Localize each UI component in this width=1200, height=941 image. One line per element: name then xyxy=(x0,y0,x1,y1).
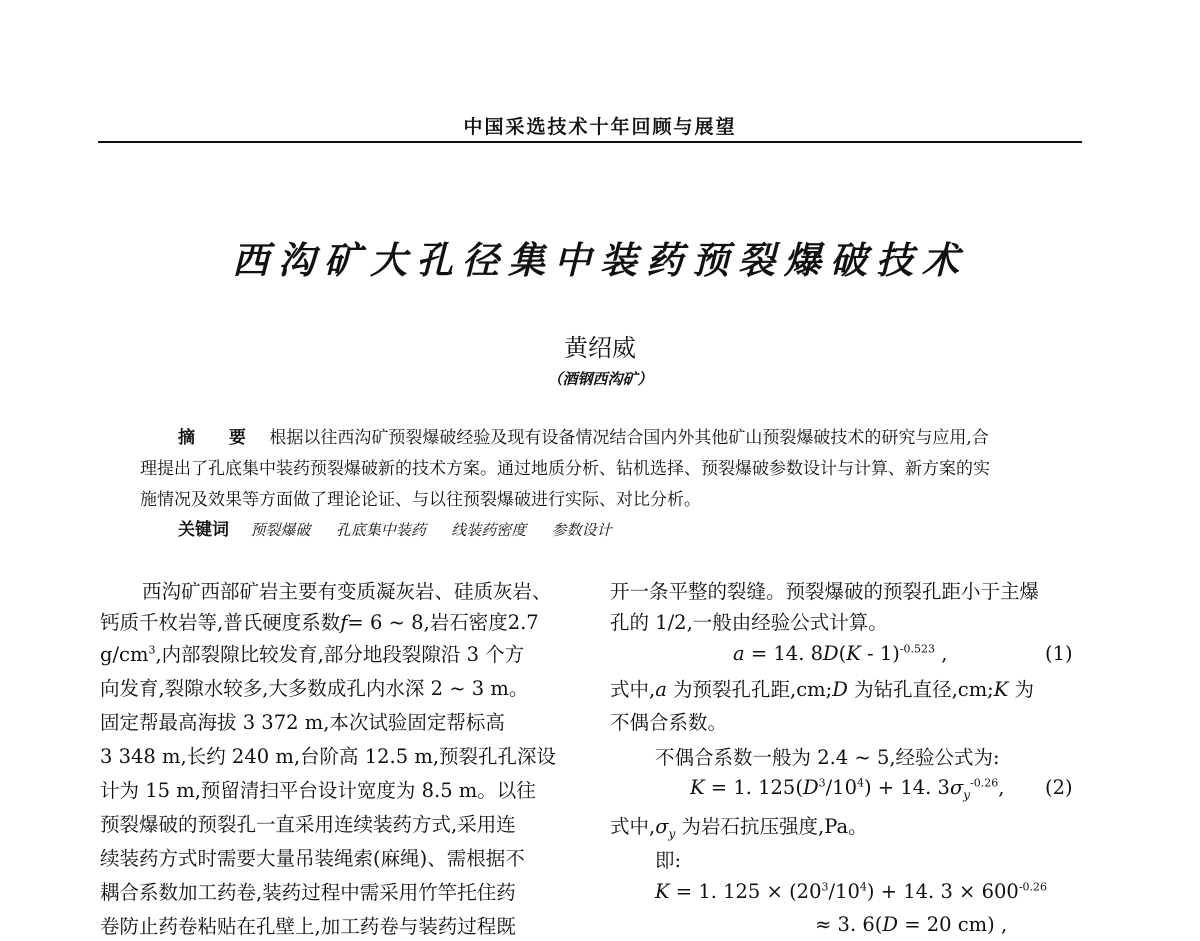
left-col-line-11: 卷防止药卷粘贴在孔壁上,加工药卷与装药过程既 xyxy=(100,915,516,938)
eq3-exp2: 4 xyxy=(859,880,867,894)
eq2-exp: -0.26 xyxy=(970,776,999,790)
left-col-line-6: 3 348 m,长约 240 m,台阶高 12.5 m,预裂孔孔深设 xyxy=(100,745,557,768)
left-col-line-7: 计为 15 m,预留清扫平台设计宽度为 8.5 m。以往 xyxy=(100,779,536,802)
equation-1 xyxy=(733,642,947,665)
left-col-line-2 xyxy=(100,607,539,635)
eq2-D: D xyxy=(802,776,819,799)
eq4-D: D xyxy=(882,913,898,936)
left-col-unit-exp: 3 xyxy=(148,643,156,657)
right-col-line-5: 不偶合系数一般为 2.4 ~ 5,经验公式为: xyxy=(655,746,1000,769)
equation-1-number: (1) xyxy=(1045,642,1073,665)
eq1-tail: , xyxy=(935,642,948,665)
left-col-unit: g/cm xyxy=(100,643,149,666)
header-rule xyxy=(98,141,1082,143)
keyword-item: 线装药密度 xyxy=(451,521,527,539)
f-symbol: f xyxy=(340,611,348,634)
eq1-mid: = 14. 8 xyxy=(744,642,823,665)
eq1-lhs: a xyxy=(733,642,745,665)
abstract-line-2: 理提出了孔底集中装药预裂爆破新的技术方案。通过地质分析、钻机选择、预裂爆破参数设计与计算、新方案的实 xyxy=(140,459,990,479)
keyword-item: 参数设计 xyxy=(551,521,612,539)
running-header: 中国采选技术十年回顾与展望 xyxy=(463,116,737,138)
eq3-lhs: K xyxy=(655,880,670,903)
eq1-paren: ( xyxy=(838,642,847,665)
eq3-exp1: 3 xyxy=(821,880,829,894)
keyword-item: 预裂爆破 xyxy=(250,521,311,539)
where1-text-D: 为钻孔直径,cm; xyxy=(847,678,994,701)
left-col-line-9: 续装药方式时需要大量吊装绳索(麻绳)、需根据不 xyxy=(100,847,525,870)
paper-title: 西沟矿大孔径集中装药预裂爆破技术 xyxy=(232,238,968,282)
where2-sigma-sub: y xyxy=(668,826,676,841)
right-col-line-4: 不偶合系数。 xyxy=(610,711,728,734)
eq2-slash: /10 xyxy=(825,776,857,799)
author-affiliation: （酒钢西沟矿） xyxy=(547,370,653,388)
left-col-line-3-rest: ,内部裂隙比较发育,部分地段裂隙沿 3 个方 xyxy=(155,643,525,666)
keywords-line xyxy=(178,515,632,540)
eq1-paren-rest: - 1) xyxy=(860,642,900,665)
right-col-line-2: 孔的 1/2,一般由经验公式计算。 xyxy=(610,611,888,634)
eq3-exp3: -0.26 xyxy=(1018,880,1048,894)
where1-D: D xyxy=(832,678,848,701)
where1-text-a: 为预裂孔孔距,cm; xyxy=(666,678,833,701)
eq2-d-exp: 3 xyxy=(818,776,826,790)
equation-2-number: (2) xyxy=(1045,776,1073,799)
equation-4 xyxy=(815,913,1007,936)
left-col-line-2-text: 钙质千枚岩等,普氏硬度系数 xyxy=(100,611,341,634)
keywords-label: 关键词 xyxy=(178,520,229,540)
eq4-approx: ≈ 3. 6( xyxy=(815,913,883,936)
eq2-t-exp: 4 xyxy=(856,776,864,790)
where2-text: 为岩石抗压强度,Pa。 xyxy=(675,815,868,838)
where1-text-K: 为 xyxy=(1008,678,1035,701)
right-col-line-1: 开一条平整的裂缝。预裂爆破的预裂孔距小于主爆 xyxy=(610,580,1040,603)
eq2-lhs: K xyxy=(690,776,705,799)
equation-3 xyxy=(655,880,1047,903)
eq3-slash: /10 xyxy=(828,880,860,903)
eq2-mid: = 1. 125( xyxy=(704,776,803,799)
left-col-line-5: 固定帮最高海拔 3 372 m,本次试验固定帮标高 xyxy=(100,711,505,734)
equation-2 xyxy=(690,776,1004,802)
abstract-text-1: 根据以往西沟矿预裂爆破经验及现有设备情况结合国内外其他矿山预裂爆破技术的研究与应用,合 xyxy=(269,428,989,448)
left-col-line-10: 耦合系数加工药卷,装药过程中需采用竹竿托住药 xyxy=(100,881,516,904)
left-col-line-8: 预裂爆破的预裂孔一直采用连续装药方式,采用连 xyxy=(100,813,516,836)
eq3-mid: = 1. 125 × (20 xyxy=(669,880,822,903)
where1-K: K xyxy=(993,678,1009,701)
eq2-mid2: ) + 14. 3 xyxy=(863,776,950,799)
left-col-line-1: 西沟矿西部矿岩主要有变质凝灰岩、硅质灰岩、 xyxy=(142,580,552,603)
left-col-line-3 xyxy=(100,639,524,667)
eq4-rest: = 20 cm) , xyxy=(898,913,1008,936)
eq2-tail: , xyxy=(998,776,1005,799)
where2-prefix: 式中, xyxy=(610,815,656,838)
left-col-line-2-rest: = 6 ~ 8,岩石密度2.7 xyxy=(347,611,539,634)
right-col-where-2 xyxy=(610,811,868,841)
left-col-line-4: 向发育,裂隙水较多,大多数成孔内水深 2 ~ 3 m。 xyxy=(100,677,529,700)
abstract-label: 摘 要 xyxy=(178,428,260,448)
abstract-line-1 xyxy=(178,423,989,448)
keyword-item: 孔底集中装药 xyxy=(335,521,426,539)
eq1-D: D xyxy=(823,642,839,665)
eq3-mid2: ) + 14. 3 × 600 xyxy=(866,880,1019,903)
eq2-sigma-sub: y xyxy=(963,787,971,802)
where1-prefix: 式中, xyxy=(610,678,656,701)
where2-sigma: σ xyxy=(655,815,669,838)
eq1-exp: -0.523 xyxy=(899,642,936,656)
where1-a: a xyxy=(655,678,667,701)
author-name: 黄绍威 xyxy=(564,334,636,362)
eq2-sigma: σ xyxy=(949,776,964,799)
right-col-line-7: 即: xyxy=(655,849,682,872)
abstract-line-3: 施情况及效果等方面做了理论论证、与以往预裂爆破进行实际、对比分析。 xyxy=(140,490,701,510)
right-col-where-1 xyxy=(610,674,1034,702)
eq1-K: K xyxy=(846,642,861,665)
